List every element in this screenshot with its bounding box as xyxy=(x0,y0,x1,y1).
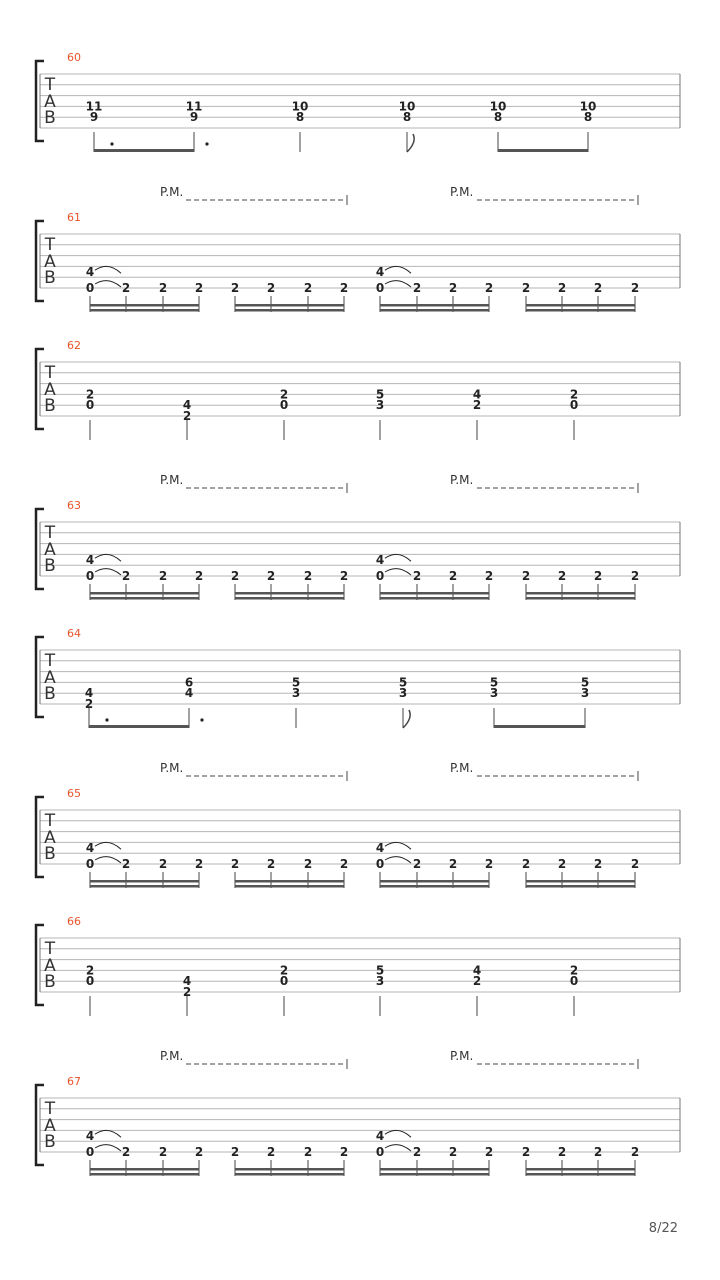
fret-number: 2 xyxy=(121,857,131,871)
fret-number: 2 xyxy=(412,1145,422,1159)
tab-letter-t: T xyxy=(44,939,56,959)
fret-number: 2 xyxy=(84,697,94,711)
fret-number: 2 xyxy=(557,281,567,295)
beam xyxy=(380,880,489,883)
tab-letter-a: A xyxy=(44,828,56,848)
fret-number: 8 xyxy=(493,110,503,125)
fret-number: 2 xyxy=(339,569,349,583)
palm-mute-label: P.M. xyxy=(160,185,184,199)
fret-number: 6 xyxy=(184,675,194,690)
fret-number: 2 xyxy=(230,569,240,583)
measure-number: 65 xyxy=(67,787,81,800)
tab-letter-t: T xyxy=(44,523,56,543)
beam xyxy=(90,304,199,307)
fret-number: 2 xyxy=(339,857,349,871)
fret-number: 2 xyxy=(630,857,640,871)
beam xyxy=(90,880,199,883)
beam xyxy=(90,885,199,888)
fret-number: 2 xyxy=(182,409,192,423)
beam xyxy=(526,880,635,883)
beam xyxy=(526,304,635,307)
beam xyxy=(235,880,344,883)
fret-number: 0 xyxy=(569,398,579,413)
fret-number: 10 xyxy=(291,99,309,114)
page-number: 8/22 xyxy=(648,1221,678,1236)
fret-number: 2 xyxy=(158,281,168,295)
measure-number: 66 xyxy=(67,915,81,928)
fret-number: 5 xyxy=(580,675,590,690)
fret-number: 2 xyxy=(303,1145,313,1159)
beam xyxy=(526,597,635,600)
fret-number: 2 xyxy=(412,281,422,295)
slur-tie xyxy=(385,266,411,273)
fret-number: 2 xyxy=(448,1145,458,1159)
fret-number: 0 xyxy=(375,1145,385,1159)
fret-number: 2 xyxy=(448,569,458,583)
tab-letter-a: A xyxy=(44,956,56,976)
beam xyxy=(526,1173,635,1176)
fret-number: 4 xyxy=(85,265,95,280)
fret-number: 2 xyxy=(266,281,276,295)
fret-number: 0 xyxy=(279,974,289,989)
fret-number: 10 xyxy=(398,99,416,114)
fret-number: 10 xyxy=(579,99,597,114)
dot xyxy=(205,142,208,145)
fret-number: 4 xyxy=(375,841,385,856)
slur-tie xyxy=(95,842,121,849)
tab-letter-b: B xyxy=(44,108,56,128)
fret-number: 9 xyxy=(89,110,99,125)
fret-number: 4 xyxy=(375,265,385,280)
fret-number: 2 xyxy=(630,281,640,295)
fret-number: 2 xyxy=(339,1145,349,1159)
palm-mute-label: P.M. xyxy=(450,1049,474,1063)
beam xyxy=(235,1168,344,1171)
beam xyxy=(90,309,199,312)
tab-letter-t: T xyxy=(44,75,56,95)
fret-number: 5 xyxy=(375,963,385,978)
fret-number: 2 xyxy=(521,1145,531,1159)
fret-number: 0 xyxy=(375,281,385,295)
fret-number: 2 xyxy=(266,1145,276,1159)
fret-number: 2 xyxy=(630,1145,640,1159)
beam xyxy=(90,597,199,600)
palm-mute-label: P.M. xyxy=(160,473,184,487)
fret-number: 2 xyxy=(194,1145,204,1159)
slur-tie xyxy=(95,1145,121,1151)
fret-number: 2 xyxy=(484,281,494,295)
fret-number: 3 xyxy=(489,686,499,701)
fret-number: 4 xyxy=(182,974,192,989)
tab-letter-b: B xyxy=(44,556,56,576)
fret-number: 4 xyxy=(84,686,94,701)
note-flag xyxy=(407,134,414,152)
fret-number: 8 xyxy=(402,110,412,125)
fret-number: 4 xyxy=(85,553,95,568)
beam xyxy=(380,309,489,312)
fret-number: 3 xyxy=(398,686,408,701)
slur-tie xyxy=(95,281,121,287)
note-flag xyxy=(403,710,410,728)
fret-number: 2 xyxy=(521,857,531,871)
fret-number: 2 xyxy=(339,281,349,295)
fret-number: 2 xyxy=(158,857,168,871)
tab-letter-b: B xyxy=(44,844,56,864)
palm-mute-label: P.M. xyxy=(450,761,474,775)
fret-number: 2 xyxy=(472,398,482,413)
fret-number: 4 xyxy=(375,1129,385,1144)
beam xyxy=(380,1173,489,1176)
slur-tie xyxy=(95,554,121,561)
fret-number: 2 xyxy=(303,569,313,583)
fret-number: 2 xyxy=(521,281,531,295)
beam xyxy=(494,725,585,728)
tab-letter-t: T xyxy=(44,651,56,671)
fret-number: 11 xyxy=(185,99,203,114)
fret-number: 0 xyxy=(375,569,385,583)
dot xyxy=(105,718,108,721)
fret-number: 2 xyxy=(279,387,289,402)
fret-number: 3 xyxy=(291,686,301,701)
tab-letter-t: T xyxy=(44,363,56,383)
palm-mute-label: P.M. xyxy=(160,761,184,775)
fret-number: 4 xyxy=(182,398,192,413)
fret-number: 0 xyxy=(85,974,95,989)
fret-number: 8 xyxy=(295,110,305,125)
fret-number: 2 xyxy=(569,387,579,402)
palm-mute-label: P.M. xyxy=(450,473,474,487)
fret-number: 2 xyxy=(472,974,482,989)
fret-number: 4 xyxy=(472,963,482,978)
fret-number: 0 xyxy=(85,569,95,583)
fret-number: 2 xyxy=(121,281,131,295)
fret-number: 2 xyxy=(85,963,95,978)
fret-number: 2 xyxy=(630,569,640,583)
beam xyxy=(235,592,344,595)
tab-letter-a: A xyxy=(44,540,56,560)
measure-number: 63 xyxy=(67,499,81,512)
tab-letter-a: A xyxy=(44,380,56,400)
fret-number: 2 xyxy=(412,569,422,583)
fret-number: 2 xyxy=(569,963,579,978)
fret-number: 0 xyxy=(85,1145,95,1159)
fret-number: 2 xyxy=(85,387,95,402)
fret-number: 3 xyxy=(375,974,385,989)
tab-letter-a: A xyxy=(44,668,56,688)
tab-letter-a: A xyxy=(44,1116,56,1136)
fret-number: 5 xyxy=(375,387,385,402)
fret-number: 2 xyxy=(158,1145,168,1159)
fret-number: 2 xyxy=(593,857,603,871)
fret-number: 2 xyxy=(182,985,192,999)
fret-number: 5 xyxy=(291,675,301,690)
slur-tie xyxy=(95,857,121,863)
fret-number: 2 xyxy=(303,281,313,295)
fret-number: 0 xyxy=(569,974,579,989)
beam xyxy=(90,1173,199,1176)
beam xyxy=(526,885,635,888)
fret-number: 2 xyxy=(521,569,531,583)
beam xyxy=(380,304,489,307)
slur-tie xyxy=(95,266,121,273)
measure-number: 64 xyxy=(67,627,81,640)
beam xyxy=(380,597,489,600)
tab-letter-t: T xyxy=(44,235,56,255)
slur-tie xyxy=(385,569,411,575)
fret-number: 5 xyxy=(489,675,499,690)
beam xyxy=(380,1168,489,1171)
fret-number: 2 xyxy=(230,857,240,871)
fret-number: 2 xyxy=(593,569,603,583)
beam xyxy=(235,1173,344,1176)
tab-letter-a: A xyxy=(44,252,56,272)
beam xyxy=(94,149,194,152)
fret-number: 2 xyxy=(448,281,458,295)
fret-number: 3 xyxy=(580,686,590,701)
fret-number: 2 xyxy=(557,857,567,871)
fret-number: 2 xyxy=(593,1145,603,1159)
beam xyxy=(90,1168,199,1171)
measure-number: 61 xyxy=(67,211,81,224)
beam xyxy=(89,725,189,728)
fret-number: 0 xyxy=(375,857,385,871)
measure-number: 60 xyxy=(67,51,81,64)
fret-number: 0 xyxy=(85,398,95,413)
beam xyxy=(90,592,199,595)
fret-number: 2 xyxy=(412,857,422,871)
slur-tie xyxy=(95,1130,121,1137)
beam xyxy=(498,149,588,152)
fret-number: 4 xyxy=(472,387,482,402)
fret-number: 0 xyxy=(85,857,95,871)
fret-number: 0 xyxy=(85,281,95,295)
tab-letter-t: T xyxy=(44,811,56,831)
fret-number: 2 xyxy=(279,963,289,978)
fret-number: 2 xyxy=(266,857,276,871)
tab-letter-b: B xyxy=(44,268,56,288)
fret-number: 0 xyxy=(279,398,289,413)
fret-number: 2 xyxy=(158,569,168,583)
fret-number: 2 xyxy=(557,569,567,583)
fret-number: 3 xyxy=(375,398,385,413)
tab-letter-b: B xyxy=(44,972,56,992)
fret-number: 2 xyxy=(484,857,494,871)
slur-tie xyxy=(385,281,411,287)
fret-number: 2 xyxy=(448,857,458,871)
fret-number: 10 xyxy=(489,99,507,114)
fret-number: 2 xyxy=(194,281,204,295)
beam xyxy=(235,304,344,307)
fret-number: 11 xyxy=(85,99,103,114)
fret-number: 2 xyxy=(557,1145,567,1159)
slur-tie xyxy=(385,1145,411,1151)
beam xyxy=(526,592,635,595)
dot xyxy=(110,142,113,145)
beam xyxy=(380,592,489,595)
fret-number: 2 xyxy=(484,1145,494,1159)
tab-letter-b: B xyxy=(44,684,56,704)
slur-tie xyxy=(385,857,411,863)
beam xyxy=(526,1168,635,1171)
fret-number: 4 xyxy=(85,1129,95,1144)
fret-number: 2 xyxy=(194,857,204,871)
fret-number: 4 xyxy=(85,841,95,856)
fret-number: 4 xyxy=(375,553,385,568)
tab-letter-a: A xyxy=(44,92,56,112)
beam xyxy=(526,309,635,312)
fret-number: 8 xyxy=(583,110,593,125)
slur-tie xyxy=(385,1130,411,1137)
dot xyxy=(200,718,203,721)
tab-letter-b: B xyxy=(44,1132,56,1152)
fret-number: 2 xyxy=(121,1145,131,1159)
palm-mute-label: P.M. xyxy=(450,185,474,199)
fret-number: 2 xyxy=(593,281,603,295)
fret-number: 9 xyxy=(189,110,199,125)
fret-number: 2 xyxy=(194,569,204,583)
palm-mute-label: P.M. xyxy=(160,1049,184,1063)
measure-number: 62 xyxy=(67,339,81,352)
fret-number: 2 xyxy=(484,569,494,583)
fret-number: 4 xyxy=(184,686,194,701)
fret-number: 2 xyxy=(303,857,313,871)
slur-tie xyxy=(385,554,411,561)
beam xyxy=(235,885,344,888)
tab-letter-b: B xyxy=(44,396,56,416)
beam xyxy=(235,309,344,312)
slur-tie xyxy=(385,842,411,849)
tab-letter-t: T xyxy=(44,1099,56,1119)
beam xyxy=(380,885,489,888)
fret-number: 2 xyxy=(230,281,240,295)
fret-number: 2 xyxy=(266,569,276,583)
slur-tie xyxy=(95,569,121,575)
fret-number: 2 xyxy=(230,1145,240,1159)
fret-number: 5 xyxy=(398,675,408,690)
beam xyxy=(235,597,344,600)
fret-number: 2 xyxy=(121,569,131,583)
measure-number: 67 xyxy=(67,1075,81,1088)
